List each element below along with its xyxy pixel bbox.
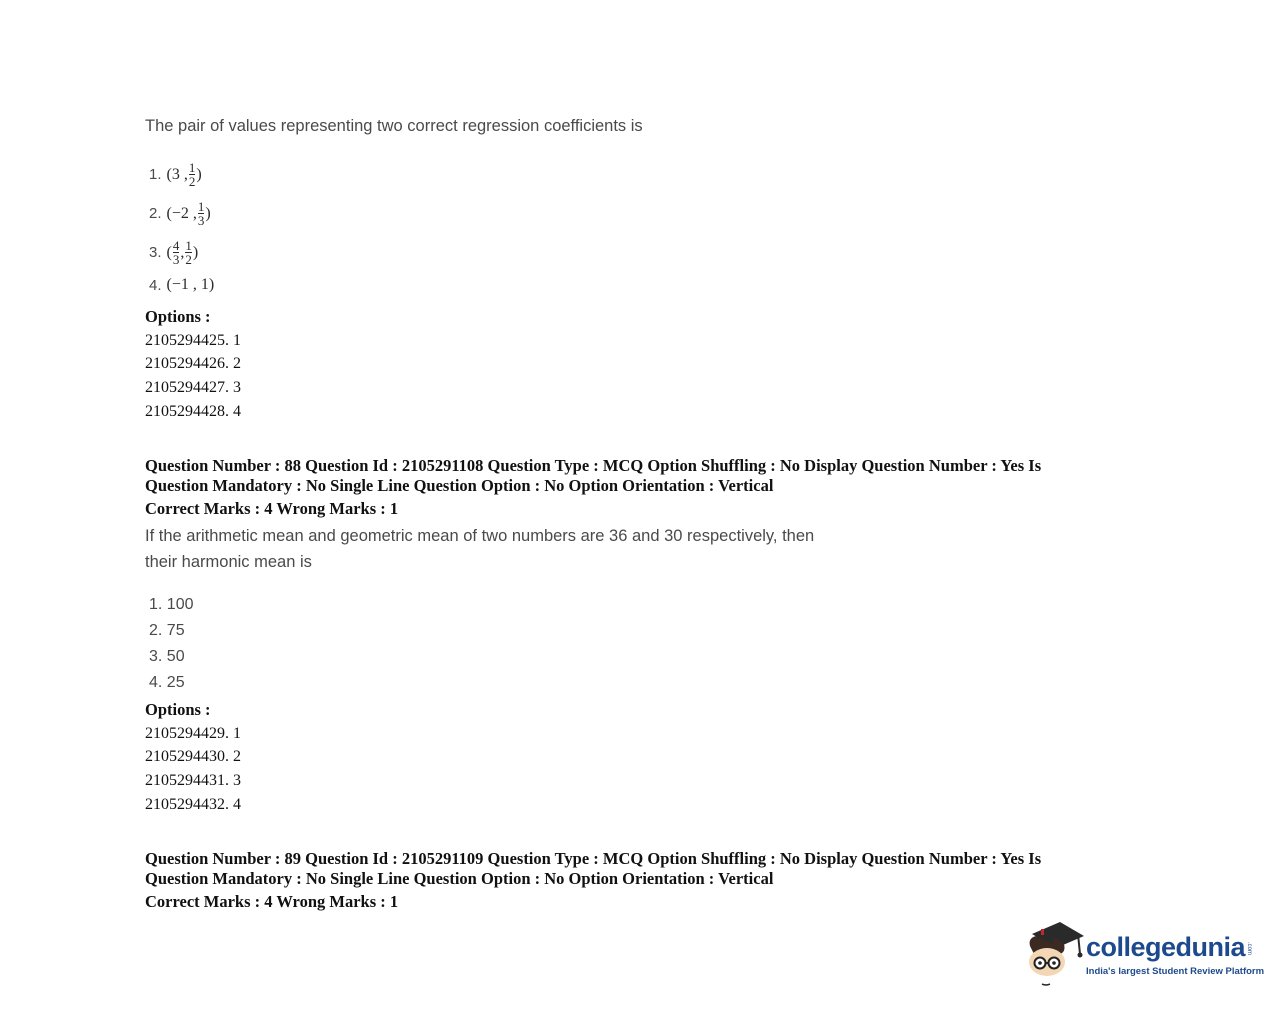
option-id: 2105294428. 4 [145,402,241,420]
options-block [145,698,241,817]
option-id: 2105294429. 1 [145,724,241,742]
options-label: Options : [145,700,211,719]
option-id: 2105294432. 4 [145,795,241,813]
option-id: 2105294430. 2 [145,748,241,766]
logo-wordmark: collegedunia [1086,932,1246,962]
answer-choices [149,155,349,298]
marks-line: Correct Marks : 4 Wrong Marks : 1 [145,892,399,911]
logo-suffix: .com [1246,942,1252,956]
choice-3: 3. 50 [149,648,185,665]
choice-2: 2. (−2 , $\frac{1}{3}$ ) [149,199,211,228]
question-meta: Question Number : 89 Question Id : 2105291109 Question Type : MCQ Option Shuffling : No Display Question Number : Yes Is Question Mandatory : No Single Line Question Option : No Option Orientation : Vertical Correct Marks : 4 Wrong Marks : 1 [145,849,1125,912]
choice-4: 4. (−1 , 1) [149,276,215,294]
choice-4: 4. 25 [149,674,185,691]
choice-1: 1. 100 [149,596,194,613]
option-id: 2105294425. 1 [145,331,241,349]
option-id: 2105294426. 2 [145,355,241,373]
question-text: The pair of values representing two correct regression coefficients is [145,117,643,135]
options-label: Options : [145,307,211,326]
choice-1: 1. (3 , $\frac{1}{2}$ ) [149,160,202,189]
choice-3: 3. ( $\frac{4}{3}$ , $\frac{1}{2}$ ) [149,238,199,267]
option-id: 2105294431. 3 [145,772,241,790]
fraction: $\frac{1}{3}$ [197,199,205,228]
option-id: 2105294427. 3 [145,379,241,397]
question-text: If the arithmetic mean and geometric mean of two numbers are 36 and 30 respectively, then their harmonic mean is [145,527,815,571]
question-meta: Question Number : 88 Question Id : 2105291108 Question Type : MCQ Option Shuffling : No Display Question Number : Yes Is Question Mandatory : No Single Line Question Option : No Option Orientation : Vertical Correct Marks : 4 Wrong Marks : 1 [145,456,1125,519]
fraction: $\frac{4}{3}$ [172,238,180,267]
logo-tagline: India's largest Student Review Platform [1086,966,1265,977]
collegedunia-logo [1024,918,1265,988]
fraction: $\frac{1}{2}$ [185,238,192,267]
answer-choices [149,592,349,696]
graduate-mascot-icon [1024,918,1086,988]
choice-2: 2. 75 [149,622,185,639]
marks-line: Correct Marks : 4 Wrong Marks : 1 [145,499,399,518]
options-block [145,305,241,424]
fraction: $\frac{1}{2}$ [188,160,196,189]
